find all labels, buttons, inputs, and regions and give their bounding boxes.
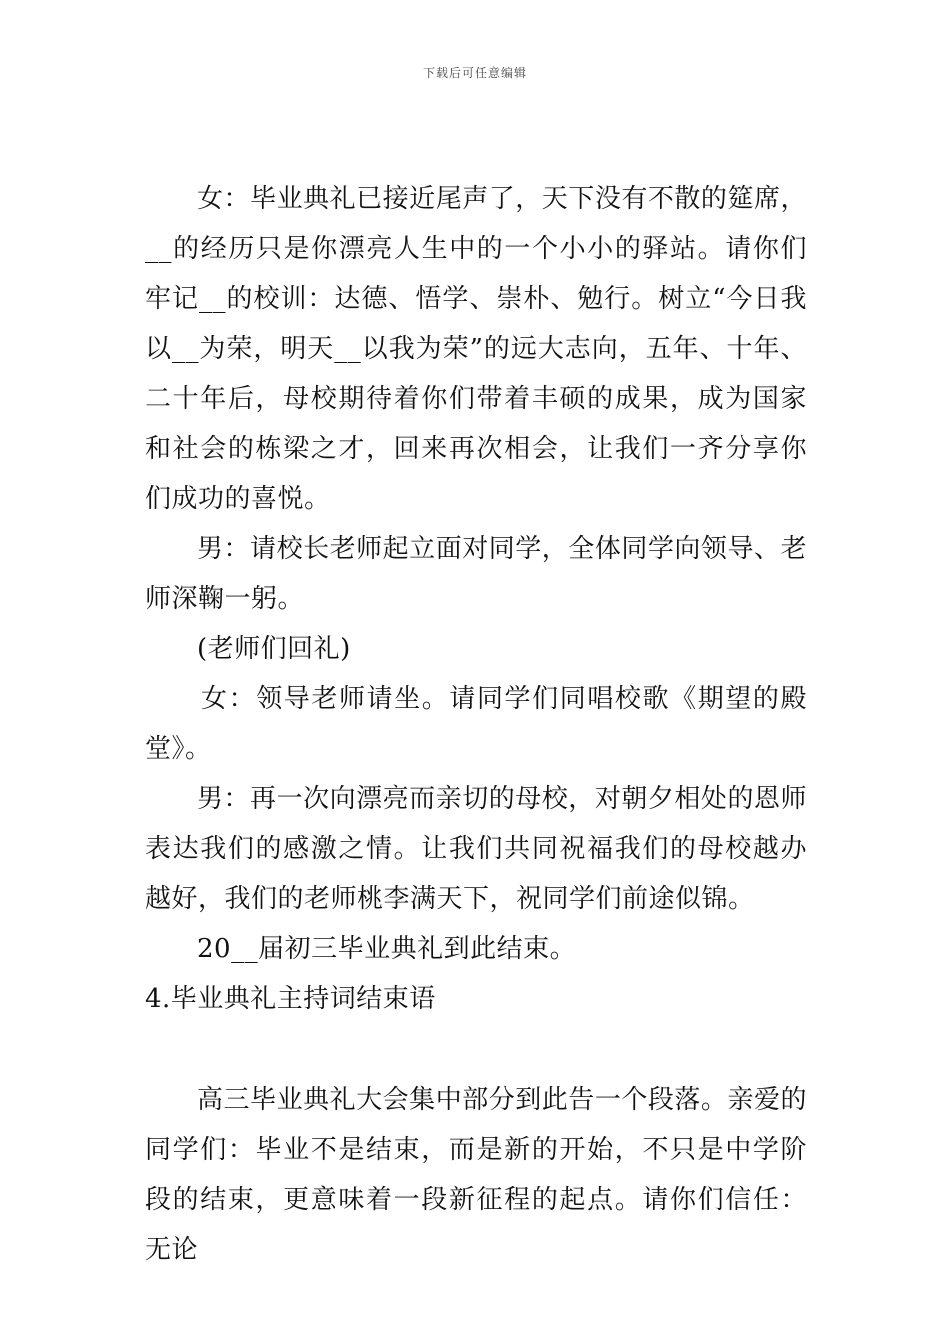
section-heading: 4.毕业典礼主持词结束语	[145, 984, 436, 1014]
section-spacer	[145, 1024, 807, 1075]
document-body	[145, 174, 807, 1275]
paragraph-male-bow: 男：请校长老师起立面对同学，全体同学向领导、老师深鞠一躬。	[145, 534, 807, 614]
paragraph-ceremony-end: 20__届初三毕业典礼到此结束。	[197, 934, 577, 964]
paragraph-senior-closing: 高三毕业典礼大会集中部分到此告一个段落。亲爱的同学们：毕业不是结束，而是新的开始，不只是中学阶段的结束，更意味着一段新征程的起点。请你们信任：无论	[145, 1085, 807, 1265]
paragraph-female-school-song: 女：领导老师请坐。请同学们同唱校歌《期望的殿堂》。	[145, 684, 807, 764]
paragraph-teachers-return-bow: (老师们回礼)	[197, 634, 351, 664]
page-header-note: 下载后可任意编辑	[422, 66, 527, 80]
paragraph-female-closing: 女：毕业典礼已接近尾声了，天下没有不散的筵席，__的经历只是你漂亮人生中的一个小小的驿站。请你们牢记__的校训：达德、悟学、崇朴、勉行。树立“今日我以__为荣，明天__以我为荣”的远大志向，五年、十年、二十年后，母校期待着你们带着丰硕的成果，成为国家和社会的栋梁之才，回来再次相会，让我们一齐分享你们成功的喜悦。	[145, 184, 807, 514]
paragraph-male-gratitude: 男：再一次向漂亮而亲切的母校，对朝夕相处的恩师表达我们的感激之情。让我们共同祝福我们的母校越办越好，我们的老师桃李满天下，祝同学们前途似锦。	[145, 784, 807, 914]
